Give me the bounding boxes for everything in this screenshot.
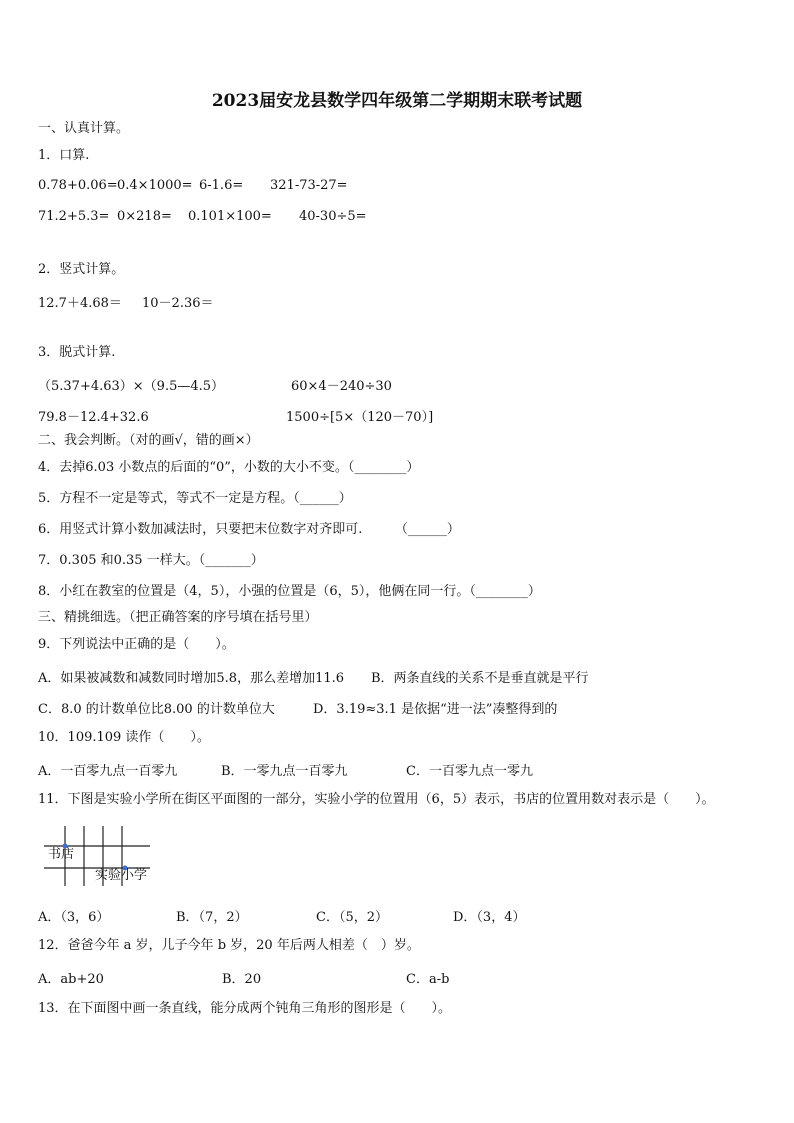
q10-option: A．一百零九点一百零九: [38, 764, 178, 779]
q10-option: B．一零九点一百零九: [221, 764, 348, 779]
q2-item: 10－2.36＝: [142, 296, 214, 311]
q9-option-c: C．8.0 的计数单位比8.00 的计数单位大: [38, 702, 275, 717]
q11-stem: 11．下图是实验小学所在街区平面图的一部分，实验小学的位置用（6，5）表示，书店的位置用数对表示是（ ）。: [38, 792, 715, 807]
q12-option: B．20: [222, 972, 262, 987]
q12-option: C．a-b: [406, 972, 450, 987]
q3-item: 79.8－12.4+32.6: [38, 410, 149, 425]
bookstore-label: 书店: [48, 847, 75, 862]
judge-item: 4．去掉6.03 小数点的后面的“0”，小数的大小不变。（________）: [38, 460, 420, 475]
q9-option-a: A．如果被减数和减数同时增加5.8，那么差增加11.6: [38, 671, 345, 686]
q1-label: 1．口算.: [38, 148, 90, 163]
q3-item: 60×4－240÷30: [291, 379, 392, 394]
q3-item: （5.37+4.63）×（9.5—4.5）: [38, 379, 225, 394]
q11-option: D．（3，4）: [453, 910, 526, 925]
q11-option: A．（3，6）: [38, 910, 110, 925]
section-2-heading: 二、我会判断。（对的画√，错的画×）: [38, 433, 259, 448]
section-1-heading: 一、认真计算。: [38, 121, 130, 136]
judge-item: 6．用竖式计算小数加减法时，只要把末位数字对齐即可. （______）: [38, 522, 460, 537]
q10-option: C．一百零九点一零九: [406, 764, 533, 779]
q12-stem: 12．爸爸今年 a 岁，儿子今年 b 岁，20 年后两人相差（ ）岁。: [38, 938, 420, 953]
page-title: 2023届安龙县数学四年级第二学期期末联考试题: [211, 91, 583, 111]
judge-item: 7．0.305 和0.35 一样大。（_______）: [38, 553, 264, 568]
q3-label: 3．脱式计算.: [38, 345, 116, 360]
q1-item: 321-73-27=: [270, 178, 348, 193]
q9-stem: 9．下列说法中正确的是（ ）。: [38, 637, 235, 652]
street-map-figure: [40, 826, 170, 890]
q13-stem: 13．在下面图中画一条直线，能分成两个钝角三角形的图形是（ ）。: [38, 1001, 452, 1016]
q3-item: 1500÷[5×（120－70）]: [286, 410, 434, 425]
q1-item: 71.2+5.3=: [38, 209, 110, 224]
q1-item: 0.4×1000=: [117, 178, 193, 193]
q1-item: 0×218=: [117, 209, 172, 224]
q11-option: B．（7，2）: [176, 910, 248, 925]
q10-stem: 10．109.109 读作（ ）。: [38, 730, 210, 745]
judge-item: 5．方程不一定是等式，等式不一定是方程。（______）: [38, 491, 352, 506]
school-label: 实验小学: [95, 868, 148, 883]
q2-label: 2．竖式计算。: [38, 262, 125, 277]
q1-item: 0.78+0.06=: [38, 178, 118, 193]
q12-option: A．ab+20: [38, 972, 104, 987]
judge-item: 8．小红在教室的位置是（4，5），小强的位置是（6，5），他俩在同一行。（________）: [38, 584, 541, 599]
q1-item: 40-30÷5=: [299, 209, 367, 224]
q1-item: 6-1.6=: [199, 178, 244, 193]
section-3-heading: 三、精挑细选。（把正确答案的序号填在括号里）: [38, 610, 318, 625]
q11-option: C．（5，2）: [316, 910, 388, 925]
q2-item: 12.7＋4.68＝: [38, 296, 122, 311]
q9-option-d: D．3.19≈3.1 是依据“进一法”凑整得到的: [313, 702, 558, 717]
q9-option-b: B．两条直线的关系不是垂直就是平行: [371, 671, 589, 686]
q1-item: 0.101×100=: [188, 209, 272, 224]
